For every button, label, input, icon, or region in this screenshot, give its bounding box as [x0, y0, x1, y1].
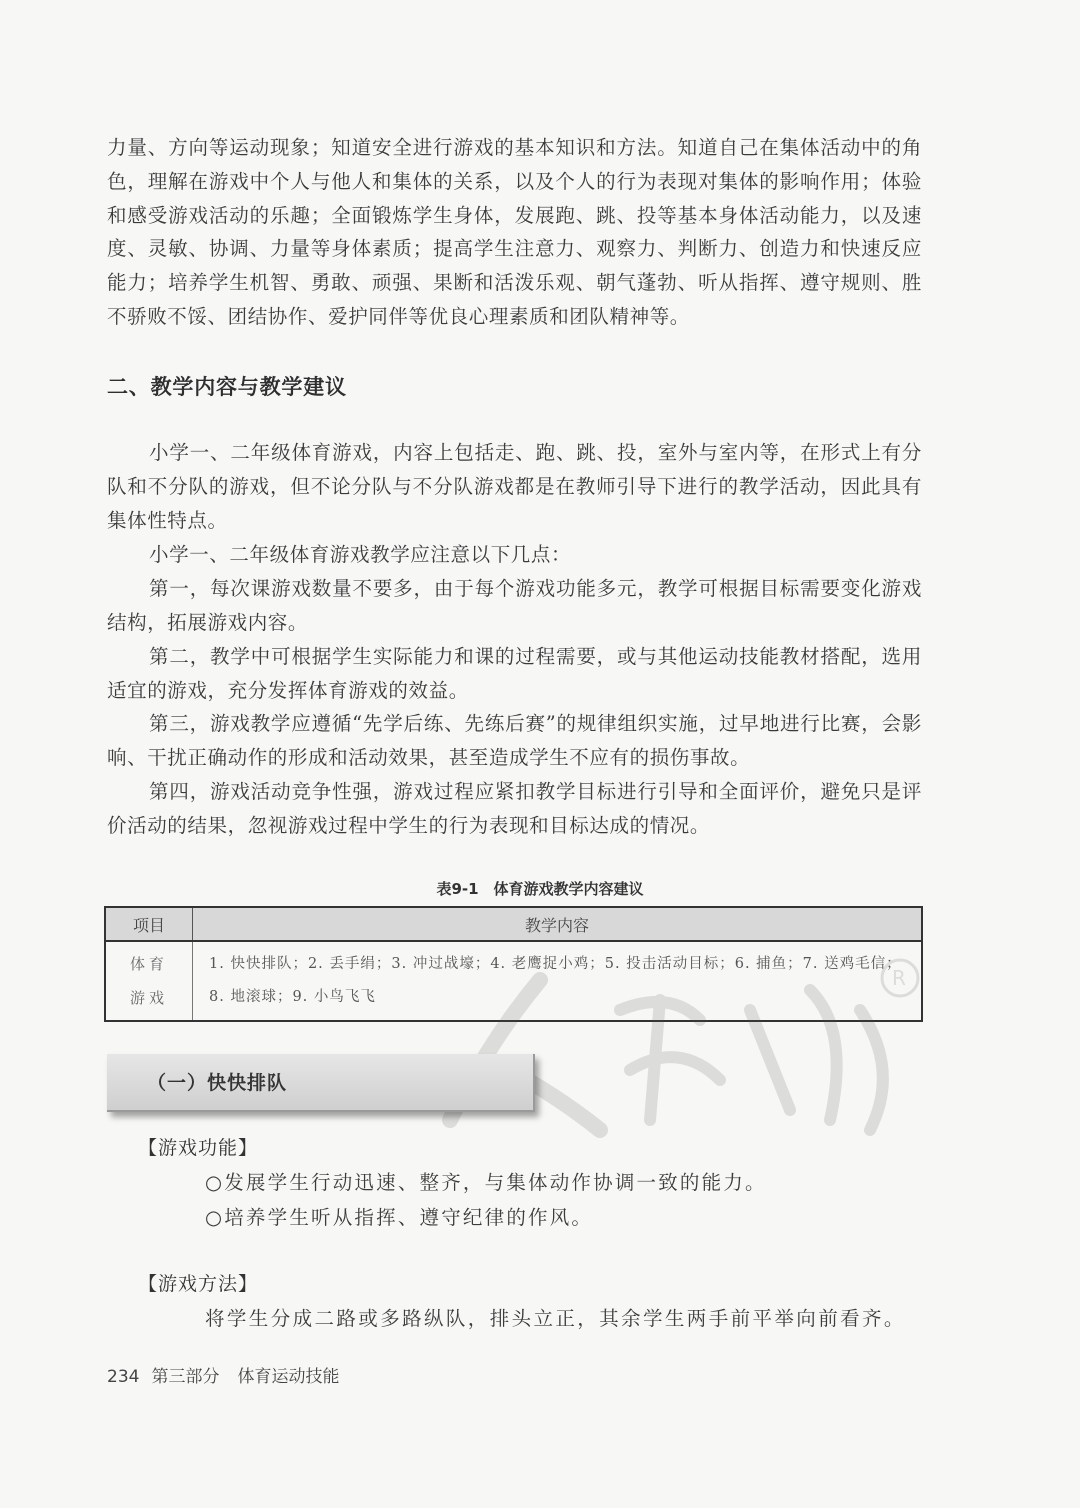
table-header-item: 项目 [105, 907, 193, 941]
row-content-line: 8. 地滚球；9. 小鸟飞飞 [209, 989, 376, 1005]
page-footer [107, 1362, 339, 1387]
row-label-line: 游戏 [129, 989, 168, 1007]
function-label: 【游戏功能】 [138, 1137, 259, 1159]
publisher-watermark [430, 950, 930, 1150]
page-number: 234 [107, 1367, 140, 1387]
body-paragraph: 小学一、二年级体育游戏，内容上包括走、跑、跳、投，室外与室内等，在形式上有分队和不分队的游戏，但不论分队与不分队游戏都是在教师引导下进行的教学活动，因此具有集体性特点。 [107, 441, 922, 532]
subsection-title-box [107, 1054, 535, 1112]
row-label-line: 体育 [129, 955, 168, 973]
body-paragraph: 小学一、二年级体育游戏教学应注意以下几点： [149, 543, 572, 566]
svg-text:R: R [892, 966, 906, 990]
body-paragraph: 第一，每次课游戏数量不要多，由于每个游戏功能多元，教学可根据目标需要变化游戏结构，拓展游戏内容。 [107, 577, 922, 634]
intro-paragraph: 力量、方向等运动现象；知道安全进行游戏的基本知识和方法。知道自己在集体活动中的角色，理解在游戏中个人与他人和集体的关系，以及个人的行为表现对集体的影响作用；体验和感受游戏活动的乐趣；全面锻炼学生身体，发展跑、跳、投等基本身体活动能力，以及速度、灵敏、协调、力量等身体素质；提高学生注意力、观察力、判断力、创造力和快速反应能力；培养学生机智、勇敢、顽强、果断和活泼乐观、朝气蓬勃、听从指挥、遵守规则、胜不骄败不馁、团结协作、爱护同伴等优良心理素质和团队精神等。 [107, 136, 922, 328]
table-row-label [105, 941, 193, 1021]
section-heading: 二、教学内容与教学建议 [107, 375, 347, 399]
row-content-line: 1. 快快排队；2. 丢手绢；3. 冲过战壕；4. 老鹰捉小鸡；5. 投击活动目标；6. 捕鱼；7. 送鸡毛信； [209, 956, 902, 972]
method-label: 【游戏方法】 [138, 1273, 259, 1295]
body-paragraph: 第二，教学中可根据学生实际能力和课的过程需要，或与其他运动技能教材搭配，选用适宜的游戏，充分发挥体育游戏的效益。 [107, 645, 922, 702]
function-item: ○培养学生听从指挥、遵守纪律的作风。 [205, 1206, 594, 1229]
table-caption: 表9-1 体育游戏教学内容建议 [436, 880, 644, 898]
table-header-content: 教学内容 [193, 907, 923, 941]
method-text: 将学生分成二路或多路纵队，排头立正，其余学生两手前平举向前看齐。 [205, 1307, 906, 1330]
function-item: ○发展学生行动迅速、整齐，与集体动作协调一致的能力。 [205, 1171, 767, 1194]
table-header-row [105, 907, 922, 941]
footer-part: 第三部分 [151, 1367, 220, 1387]
subsection-title: （一）快快排队 [147, 1072, 288, 1094]
body-paragraph: 第四，游戏活动竞争性强，游戏过程应紧扣教学目标进行引导和全面评价，避免只是评价活动的结果，忽视游戏过程中学生的行为表现和目标达成的情况。 [107, 780, 922, 837]
body-paragraph: 第三，游戏教学应遵循“先学后练、先练后赛”的规律组织实施，过早地进行比赛，会影响、干扰正确动作的形成和活动效果，甚至造成学生不应有的损伤事故。 [107, 712, 922, 769]
footer-title: 体育运动技能 [237, 1367, 340, 1387]
